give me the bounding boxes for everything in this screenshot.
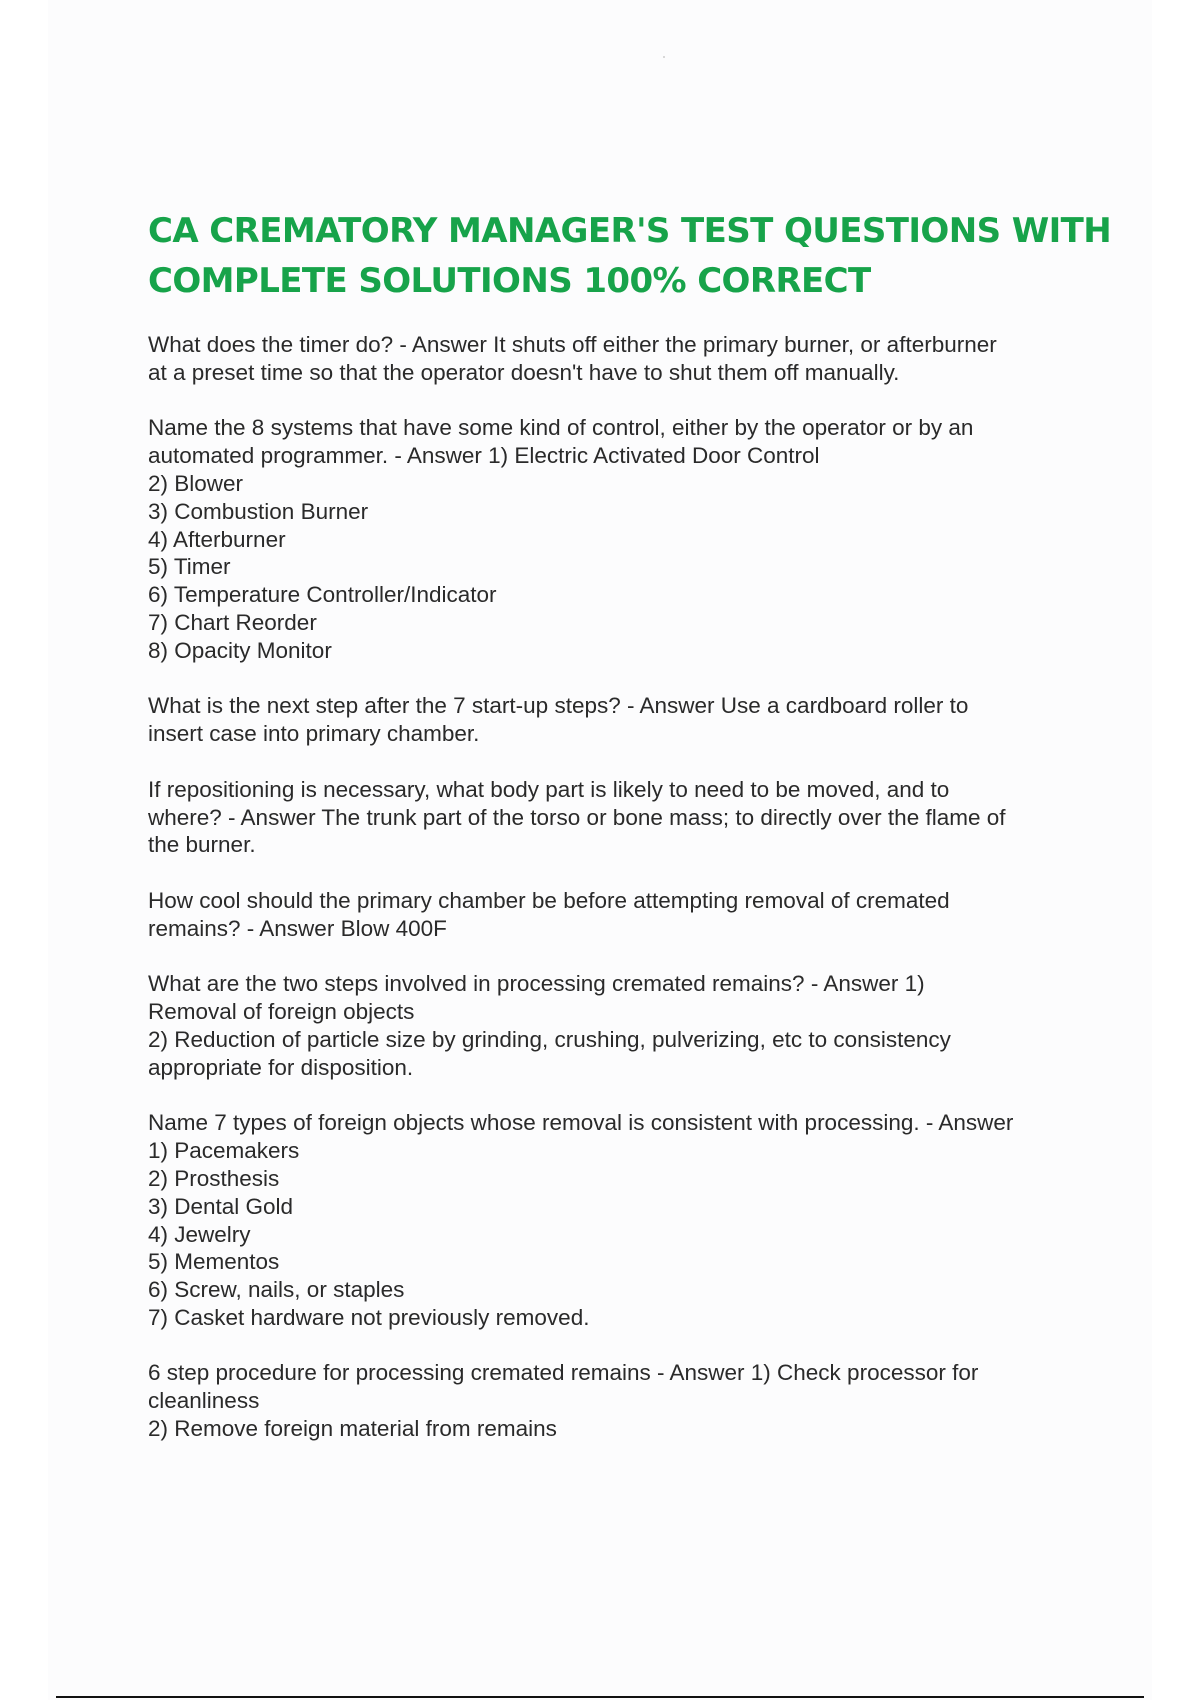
qa-item-repositioning <box>148 776 1098 859</box>
scan-speck <box>663 56 665 58</box>
qa-item-control-systems <box>148 414 1098 664</box>
qa-line: How cool should the primary chamber be before attempting removal of cremated <box>148 887 950 913</box>
qa-line: If repositioning is necessary, what body part is likely to need to be moved, and to <box>148 776 950 802</box>
qa-list-item: 7) Chart Reorder <box>148 609 317 635</box>
qa-line: Removal of foreign objects <box>148 999 415 1025</box>
qa-line: Name the 8 systems that have some kind of control, either by the operator or by an <box>148 415 974 441</box>
qa-line: appropriate for disposition. <box>148 1054 414 1080</box>
qa-list-item: 4) Afterburner <box>148 526 286 552</box>
qa-line: remains? - Answer Blow 400F <box>148 915 447 941</box>
qa-line: 2) Reduction of particle size by grinding, crushing, pulverizing, etc to consistency <box>148 1026 951 1052</box>
qa-line: What does the timer do? - Answer It shuts off either the primary burner, or afterburner <box>148 332 997 357</box>
qa-list-item: 1) Pacemakers <box>148 1138 300 1164</box>
document-title <box>148 206 1112 306</box>
qa-line: 2) Remove foreign material from remains <box>148 1416 557 1442</box>
qa-line: where? - Answer The trunk part of the torso or bone mass; to directly over the flame of <box>148 804 1006 830</box>
qa-item-cooling <box>148 887 1098 943</box>
qa-line: cleanliness <box>148 1388 260 1414</box>
qa-item-procedure <box>148 1359 1098 1442</box>
qa-line: Name 7 types of foreign objects whose removal is consistent with processing. - Answer <box>148 1110 1014 1136</box>
qa-list-item: 2) Blower <box>148 470 244 496</box>
qa-line: the burner. <box>148 832 256 858</box>
qa-list-item: 5) Timer <box>148 554 231 580</box>
qa-line: 6 step procedure for processing cremated remains - Answer 1) Check processor for <box>148 1360 979 1386</box>
qa-list-item: 6) Temperature Controller/Indicator <box>148 582 497 608</box>
qa-list-item: 3) Combustion Burner <box>148 498 369 524</box>
qa-list-item: 3) Dental Gold <box>148 1193 294 1219</box>
qa-item-processing-steps <box>148 970 1098 1081</box>
title-line: CA CREMATORY MANAGER'S TEST QUESTIONS WITH <box>148 211 1112 251</box>
qa-line: What is the next step after the 7 start-up steps? - Answer Use a cardboard roller to <box>148 693 969 719</box>
qa-line: What are the two steps involved in processing cremated remains? - Answer 1) <box>148 971 925 997</box>
title-line: COMPLETE SOLUTIONS 100% CORRECT <box>148 261 871 301</box>
qa-list-item: 6) Screw, nails, or staples <box>148 1277 405 1303</box>
qa-list-item: 5) Mementos <box>148 1249 280 1275</box>
qa-content <box>148 331 1098 1471</box>
qa-list-item: 4) Jewelry <box>148 1221 251 1247</box>
qa-line: at a preset time so that the operator doesn't have to shut them off manually. <box>148 359 900 385</box>
qa-line: automated programmer. - Answer 1) Electric Activated Door Control <box>148 443 820 469</box>
qa-item-foreign-objects <box>148 1109 1098 1331</box>
qa-list-item: 2) Prosthesis <box>148 1165 280 1191</box>
qa-list-item: 8) Opacity Monitor <box>148 637 332 663</box>
bottom-divider <box>56 1696 1144 1698</box>
qa-item-timer <box>148 331 1098 387</box>
qa-list-item: 7) Casket hardware not previously removed. <box>148 1304 590 1330</box>
qa-line: insert case into primary chamber. <box>148 721 480 747</box>
qa-item-next-step <box>148 692 1098 748</box>
